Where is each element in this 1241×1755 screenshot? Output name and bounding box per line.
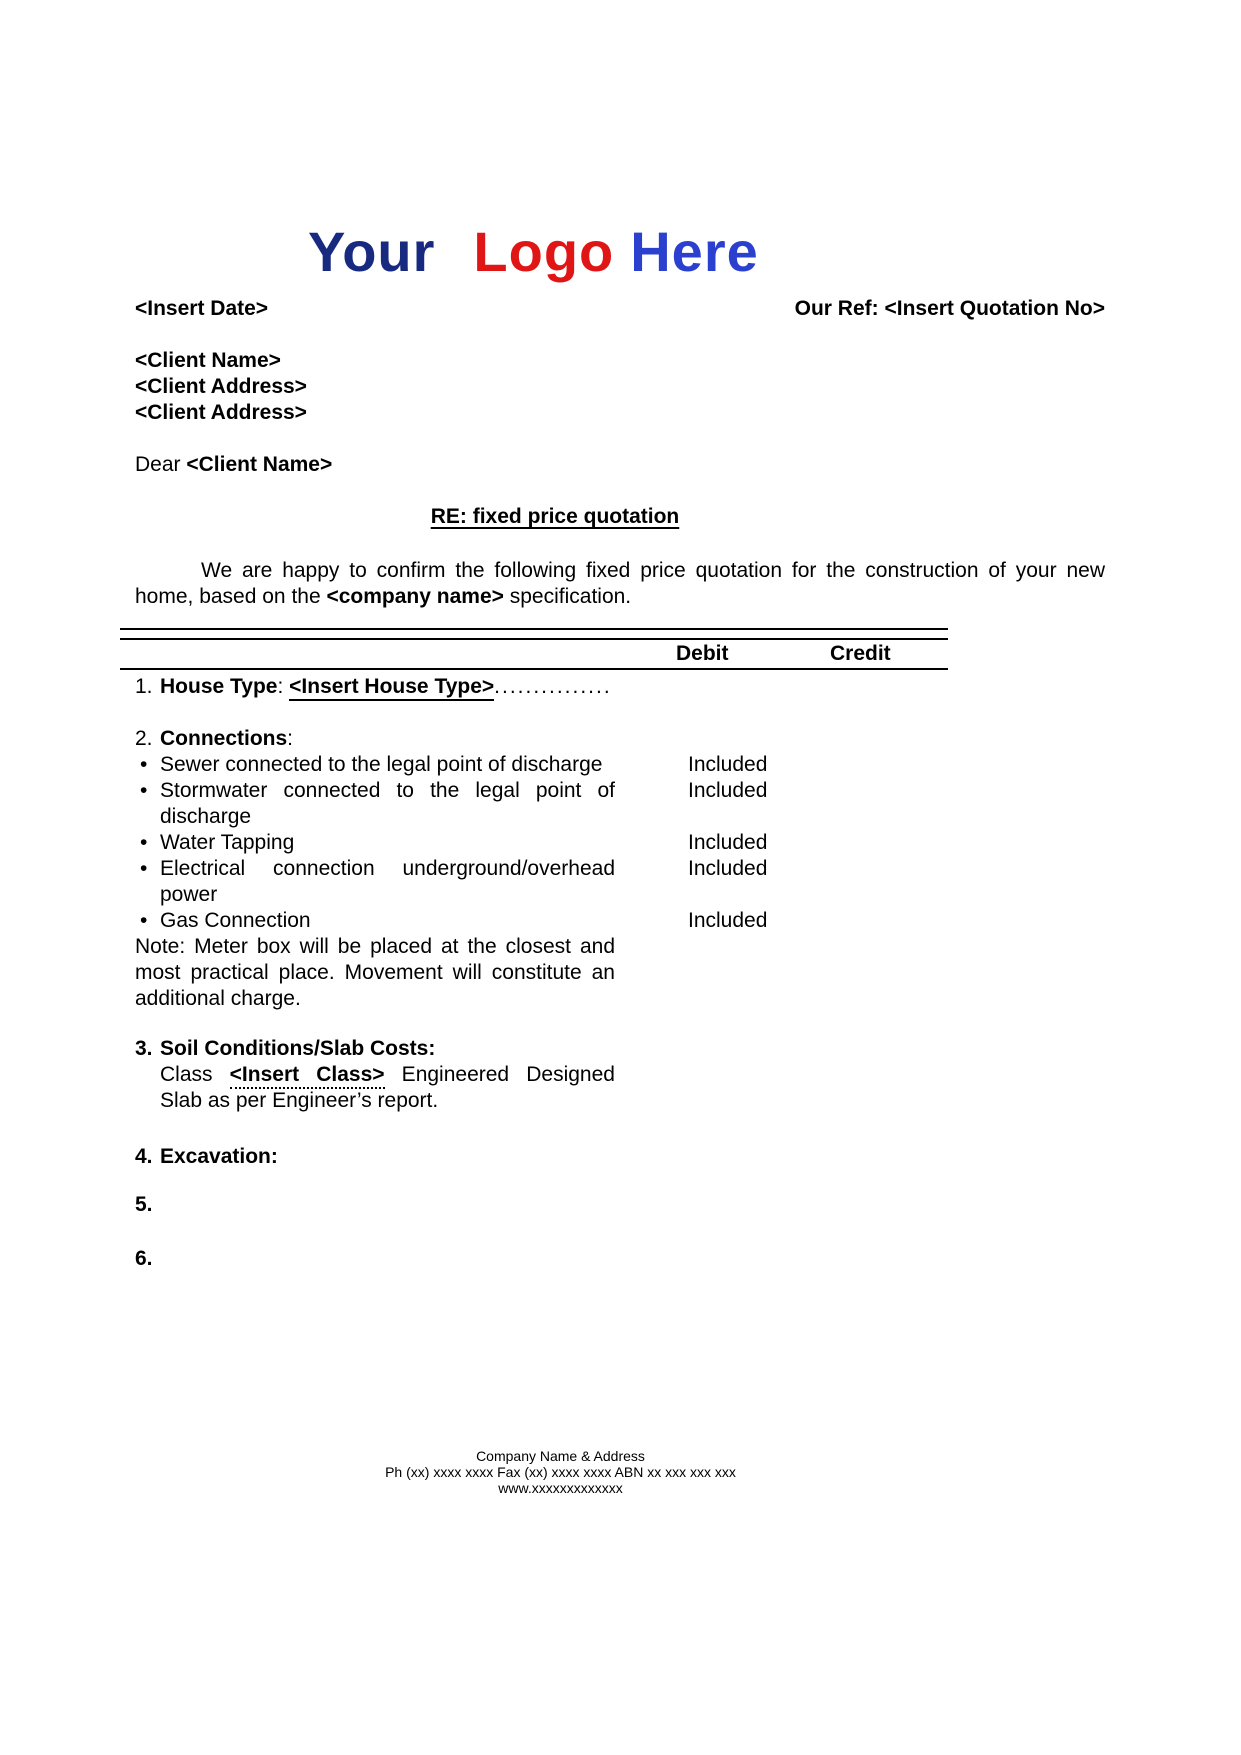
insert-date: <Insert Date>: [135, 297, 269, 320]
debit-column-header: Debit: [676, 642, 729, 665]
client-address-2: <Client Address>: [135, 401, 307, 424]
item1-label: House Type: [160, 675, 278, 698]
item-house-type: [135, 674, 948, 700]
bullet-icon: •: [140, 831, 148, 854]
bullet-icon: •: [140, 909, 148, 932]
bullet-icon: •: [140, 779, 148, 802]
salutation: [135, 452, 1105, 478]
connection-row-stormwater: [135, 778, 948, 830]
item1-colon: :: [277, 675, 290, 698]
insert-class-field: <Insert Class>: [230, 1063, 385, 1089]
bullet-item: [135, 856, 615, 908]
item1-number: 1.: [135, 675, 153, 698]
logo-word-logo: Logo: [473, 220, 615, 283]
connection-row-sewer: [135, 752, 948, 778]
item5-number: 5.: [135, 1193, 153, 1216]
connection-row-electrical: [135, 856, 948, 908]
intro-company-name: <company name>: [326, 585, 504, 608]
item3-text-before: Class: [160, 1063, 230, 1086]
item3-text-after: Engineered Designed Slab as per Engineer’s report.: [160, 1063, 615, 1112]
credit-column-header: Credit: [830, 642, 891, 665]
bullet-item: [135, 752, 615, 778]
bullet-text: Sewer connected to the legal point of discharge: [160, 753, 603, 776]
soil-conditions-body: [135, 1062, 615, 1114]
intro-paragraph: [135, 558, 1105, 610]
intro-text-before: We are happy to confirm the following fixed price quotation for the construction of your new home, based on the: [135, 559, 1105, 608]
bullet-text: Electrical connection underground/overhead power: [160, 857, 615, 906]
item6-number: 6.: [135, 1247, 153, 1270]
debit-value: Included: [688, 779, 768, 802]
debit-value: Included: [688, 909, 768, 932]
debit-value: Included: [688, 831, 768, 854]
subject-text: RE: fixed price quotation: [430, 505, 680, 528]
logo-word-your: Your: [308, 220, 436, 283]
footer-contact-line: Ph (xx) xxxx xxxx Fax (xx) xxxx xxxx ABN xx xxx xxx xxx: [385, 1464, 736, 1480]
client-address-block: [135, 348, 1105, 426]
item-6: [135, 1246, 948, 1272]
item2-label: Connections: [160, 727, 288, 750]
table-rows: [120, 670, 948, 1272]
quotation-table: [120, 628, 948, 1272]
debit-value: Included: [688, 753, 768, 776]
item2-number: 2.: [135, 727, 153, 750]
item4-label: Excavation:: [160, 1145, 278, 1168]
bullet-icon: •: [140, 857, 148, 880]
item3-number: 3.: [135, 1037, 153, 1060]
debit-value: Included: [688, 857, 768, 880]
item-connections: [135, 726, 948, 752]
bullet-text: Water Tapping: [160, 831, 295, 854]
connection-row-water-tapping: [135, 830, 948, 856]
client-address-1: <Client Address>: [135, 375, 307, 398]
logo: [308, 222, 759, 282]
item3-label: Soil Conditions/Slab Costs:: [160, 1037, 436, 1060]
logo-word-here: Here: [630, 220, 759, 283]
salutation-client-name: <Client Name>: [186, 453, 333, 476]
bullet-text: Stormwater connected to the legal point of discharge: [160, 779, 615, 828]
table-top-double-rule: [120, 628, 948, 640]
item4-number: 4.: [135, 1145, 153, 1168]
connection-row-gas: [135, 908, 948, 934]
our-ref: Our Ref: <Insert Quotation No>: [794, 297, 1105, 320]
footer-website-line: www.xxxxxxxxxxxxx: [498, 1480, 623, 1496]
bullet-item: [135, 830, 615, 856]
reference-row: [135, 296, 1105, 322]
bullet-text: Gas Connection: [160, 909, 311, 932]
bullet-icon: •: [140, 753, 148, 776]
footer: [0, 1448, 1241, 1496]
salutation-dear: Dear: [135, 453, 187, 476]
footer-company-line: Company Name & Address: [476, 1448, 645, 1464]
client-name: <Client Name>: [135, 349, 281, 372]
item-excavation: [135, 1144, 948, 1170]
bullet-item: [135, 778, 615, 830]
bullet-item: [135, 908, 615, 934]
meter-box-note: Note: Meter box will be placed at the closest and most practical place. Movement will constitute an additional charge.: [135, 935, 615, 1010]
insert-house-type-field: <Insert House Type>: [289, 675, 494, 701]
subject-line: [135, 504, 1105, 530]
item-soil-conditions: [135, 1036, 948, 1062]
item1-leader-dots: ...............: [494, 675, 612, 698]
item-5: [135, 1192, 948, 1218]
intro-text-after: specification.: [503, 585, 632, 608]
item2-colon: :: [287, 727, 294, 750]
table-header-row: [120, 640, 948, 670]
